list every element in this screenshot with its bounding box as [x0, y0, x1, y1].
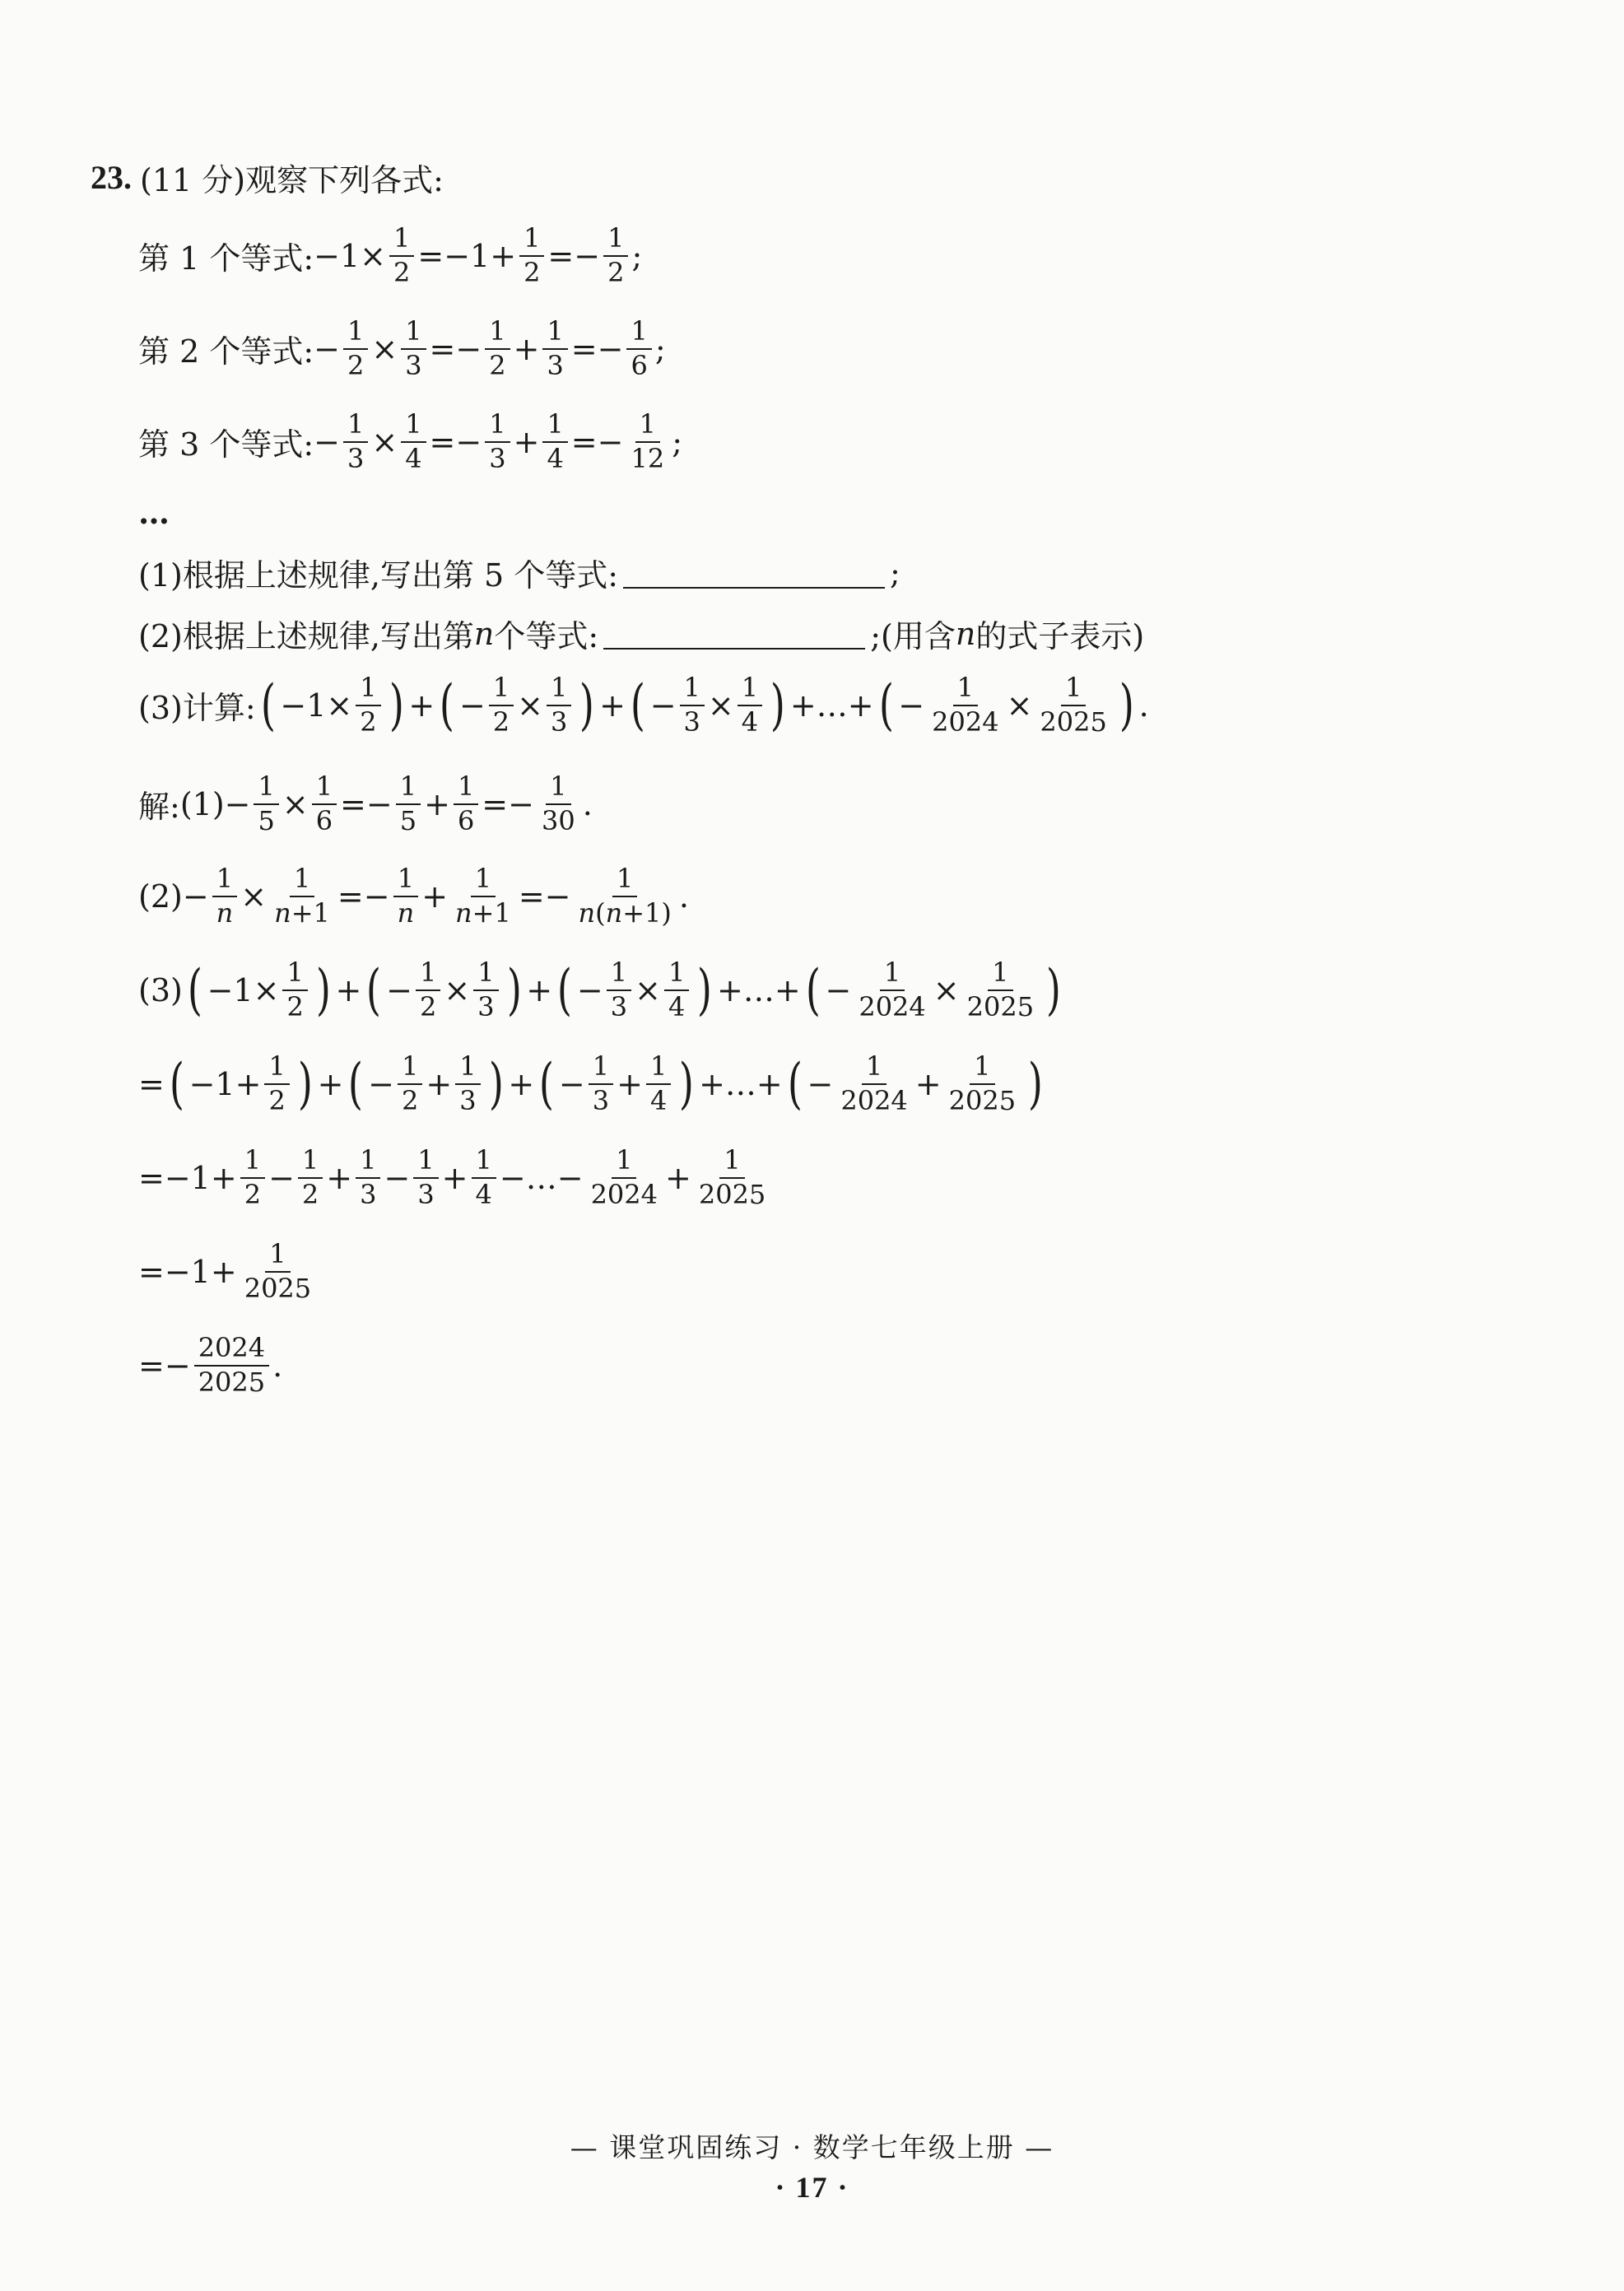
question-header [91, 155, 444, 200]
answer-label: 解: [138, 789, 180, 826]
answer-1-label: (1) [179, 785, 225, 822]
equation-1: 第 1 个等式: −1× $\frac{1}{2}$ =−1+ $\frac{1}{2}$ =− $\frac{1}{2}$ ; [138, 222, 643, 288]
fraction: $\frac{1}{2025}$ [698, 1144, 766, 1210]
part-2-text-b: 个等式: [494, 618, 599, 654]
variable-n: n [473, 615, 495, 652]
fraction: $\frac{1}{6}$ [454, 772, 478, 836]
fraction: $\frac{1}{3}$ [485, 410, 510, 474]
part-2-text-a: (2)根据上述规律,写出第 [138, 618, 474, 654]
part-2 [138, 611, 1144, 656]
fraction: $\frac{1}{2}$ [343, 317, 368, 381]
part-2-tail-a: ;(用含 [870, 618, 956, 654]
answer-3-step-5: =− $\frac{2024}{2025}$ . [138, 1332, 283, 1398]
fraction: $\frac{1}{2}$ [240, 1146, 265, 1210]
variable-n: n [955, 615, 976, 652]
fraction: $\frac{1}{3}$ [473, 958, 498, 1022]
fraction: $\frac{1}{4}$ [646, 1052, 671, 1116]
part-1 [138, 550, 900, 595]
fraction: $\frac{1}{2}$ [282, 958, 307, 1022]
fraction: $\frac{1}{2}$ [398, 1052, 422, 1116]
fraction: $\frac{1}{4}$ [542, 410, 567, 474]
fraction: $\frac{1}{30}$ [541, 771, 575, 836]
fraction: $\frac{1}{3}$ [455, 1052, 480, 1116]
fraction: $\frac{1}{5}$ [254, 772, 278, 836]
fraction: $\frac{1}{3}$ [343, 410, 368, 474]
fraction: $\frac{1}{3}$ [401, 317, 426, 381]
fraction: $\frac{1}{n}$ [393, 864, 419, 929]
fraction: $\frac{1}{3}$ [413, 1146, 438, 1210]
part-2-tail-b: 的式子表示) [975, 618, 1145, 654]
equation-2: 第 2 个等式: − $\frac{1}{2}$ × $\frac{1}{3}$ =− $\frac{1}{2}$ + $\frac{1}{3}$ =− $\frac{1}{6}$ ; [138, 315, 666, 381]
fraction: $\frac{1}{3}$ [542, 317, 567, 381]
part-3: (3)计算: ( −1× $\frac{1}{2}$ ) + ( − $\frac{1}{2}$ × $\frac{1}{3}$ ) + ( − $\frac{1}{3}$ × $\frac{1}{4}$ ) +…+ ( − $\frac{1}{2024}$ × $\frac{1}{2025}$ ) . [138, 672, 1149, 738]
fraction: $\frac{1}{5}$ [396, 772, 421, 836]
answer-3-step-1: (3) ( −1× $\frac{1}{2}$ ) + ( − $\frac{1}{2}$ × $\frac{1}{3}$ ) + ( − $\frac{1}{3}$ × $\frac{1}{4}$ ) +…+ ( − $\frac{1}{2024}$ × $\frac{1}{2025}$ ) [138, 957, 1061, 1022]
answer-3-label: (3) [138, 971, 183, 1008]
question-intro: 观察下列各式: [245, 162, 444, 198]
fraction: $\frac{1}{6}$ [312, 772, 337, 836]
fraction: $\frac{1}{2024}$ [932, 672, 999, 738]
answer-2-label: (2) [138, 878, 183, 915]
fraction: $\frac{1}{n}$ [212, 864, 238, 929]
ellipsis: … [138, 494, 170, 531]
page-number: · 17 · [775, 2171, 849, 2204]
fraction: $\frac{1}{2}$ [489, 673, 514, 738]
question-score: (11 分) [140, 162, 246, 198]
fraction: $\frac{1}{3}$ [356, 1146, 380, 1210]
fraction: $\frac{1}{2025}$ [948, 1050, 1017, 1116]
fraction: $\frac{1}{2024}$ [859, 957, 926, 1022]
fraction: $\frac{1}{2}$ [485, 317, 510, 381]
answer-3-step-2: = ( −1+ $\frac{1}{2}$ ) + ( − $\frac{1}{2}$ + $\frac{1}{3}$ ) + ( − $\frac{1}{3}$ + $\frac{1}{4}$ ) +…+ ( − $\frac{1}{2024}$ + $\frac{1}{2025}$ ) [138, 1050, 1043, 1116]
answer-3-step-3: =−1+ $\frac{1}{2}$ − $\frac{1}{2}$ + $\frac{1}{3}$ − $\frac{1}{3}$ + $\frac{1}{4}$ −…− $\frac{1}{2024}$ + $\frac{1}{2025}$ [138, 1146, 773, 1210]
fraction: $\frac{1}{4}$ [401, 410, 426, 474]
fraction: $\frac{1}{3}$ [680, 673, 705, 738]
fraction: $\frac{1}{2}$ [356, 673, 380, 738]
fraction: $\frac{1}{4}$ [738, 673, 762, 738]
fraction: $\frac{1}{2024}$ [590, 1144, 658, 1210]
fraction: $\frac{1}{12}$ [631, 408, 665, 474]
fraction: $\frac{1}{2025}$ [1040, 672, 1107, 738]
fraction: $\frac{1}{2}$ [264, 1052, 289, 1116]
part-1-text: (1)根据上述规律,写出第 5 个等式: [138, 557, 619, 594]
fraction: $\frac{1}{2}$ [298, 1146, 323, 1210]
equation-3: 第 3 个等式: − $\frac{1}{3}$ × $\frac{1}{4}$ =− $\frac{1}{3}$ + $\frac{1}{4}$ =− $\frac{1}{12}$ ; [138, 408, 683, 474]
equation-1-label: 第 1 个等式: [138, 240, 314, 277]
part-3-label: (3)计算: [138, 690, 256, 727]
fraction: $\frac{1}{n+1}$ [455, 863, 511, 929]
answer-1: 解: (1) − $\frac{1}{5}$ × $\frac{1}{6}$ =− $\frac{1}{5}$ + $\frac{1}{6}$ =− $\frac{1}{30}$ . [138, 771, 593, 836]
answer-3-step-4: =−1+ $\frac{1}{2025}$ [138, 1240, 319, 1304]
fraction: $\frac{1}{2}$ [416, 958, 440, 1022]
equation-2-label: 第 2 个等式: [138, 333, 314, 370]
fraction: $\frac{2024}{2025}$ [194, 1334, 269, 1398]
fraction: $\frac{1}{2025}$ [966, 957, 1035, 1022]
fraction: $\frac{1}{2}$ [603, 224, 628, 288]
part-1-tail: ; [890, 554, 900, 591]
fraction: $\frac{1}{2}$ [389, 224, 414, 288]
fraction: $\frac{1}{6}$ [626, 317, 651, 381]
fraction: $\frac{1}{2}$ [519, 224, 544, 288]
fraction: $\frac{1}{2025}$ [244, 1238, 312, 1304]
fraction: $\frac{1}{n(n+1)}$ [578, 863, 672, 929]
question-number: 23. [91, 159, 132, 196]
fraction: $\frac{1}{2024}$ [840, 1050, 908, 1116]
answer-2: (2) − $\frac{1}{n}$ × $\frac{1}{n+1}$ =− $\frac{1}{n}$ + $\frac{1}{n+1}$ =− $\frac{1}{n(n+1)}$ . [138, 863, 689, 929]
fraction: $\frac{1}{3}$ [547, 673, 571, 738]
book-footer: — 课堂巩固练习 · 数学七年级上册 — [570, 2131, 1054, 2163]
fraction: $\frac{1}{n+1}$ [274, 863, 330, 929]
fraction: $\frac{1}{3}$ [607, 958, 631, 1022]
fraction: $\frac{1}{4}$ [472, 1146, 496, 1210]
answer-blank-1[interactable] [623, 557, 885, 589]
equation-3-label: 第 3 个等式: [138, 426, 314, 463]
fraction: $\frac{1}{3}$ [589, 1052, 613, 1116]
fraction: $\frac{1}{4}$ [664, 958, 689, 1022]
answer-blank-2[interactable] [603, 618, 865, 650]
